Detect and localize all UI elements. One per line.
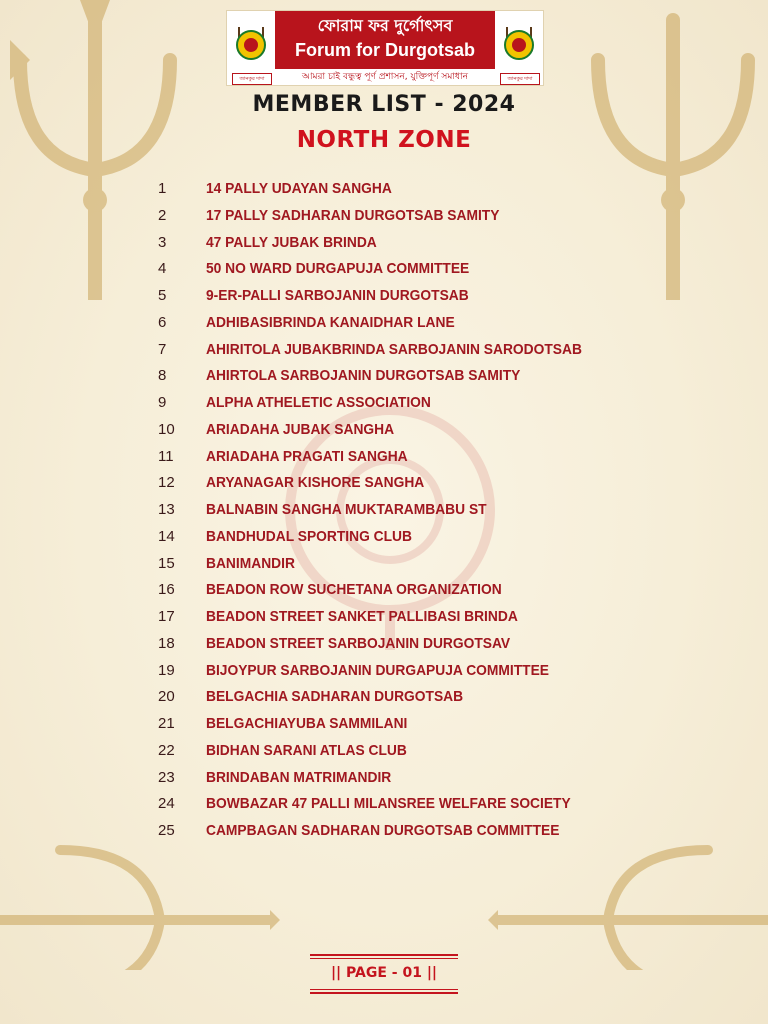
- page-title: MEMBER LIST - 2024: [252, 92, 516, 117]
- member-name: 9-ER-PALLI SARBOJANIN DURGOTSAB: [206, 287, 469, 304]
- member-number: 22: [158, 742, 175, 759]
- list-item: [0, 256, 768, 282]
- member-name: 14 PALLY UDAYAN SANGHA: [206, 180, 392, 197]
- member-name: ADHIBASIBRINDA KANAIDHAR LANE: [206, 314, 455, 331]
- member-number: 8: [158, 367, 167, 384]
- logo-english-title: Forum for Durgotsab: [295, 40, 475, 60]
- list-item: [0, 417, 768, 443]
- member-name: BEADON STREET SARBOJANIN DURGOTSAV: [206, 635, 511, 652]
- member-name: ARIADAHA PRAGATI SANGHA: [206, 448, 408, 465]
- page-number: || PAGE - 01 ||: [330, 965, 438, 981]
- member-name: BEADON STREET SANKET PALLIBASI BRINDA: [206, 608, 518, 625]
- member-name: BRINDABAN MATRIMANDIR: [206, 769, 392, 786]
- list-item: [0, 444, 768, 470]
- member-name: AHIRITOLA JUBAKBRINDA SARBOJANIN SARODOTSAB: [206, 341, 582, 358]
- member-name: BELGACHIAYUBA SAMMILANI: [206, 715, 408, 732]
- member-number: 21: [158, 715, 175, 732]
- list-item: [0, 203, 768, 229]
- member-name: ALPHA ATHELETIC ASSOCIATION: [206, 394, 431, 411]
- member-number: 4: [158, 260, 167, 277]
- member-number: 1: [158, 180, 167, 197]
- member-number: 7: [158, 341, 167, 358]
- list-item: [0, 310, 768, 336]
- list-item: [0, 363, 768, 389]
- footer-divider: [310, 989, 458, 990]
- durga-emblem-icon: [231, 23, 271, 83]
- logo-tagline: আমরা চাই বন্ধুত্ব পূর্ণ প্রশাসন, যুক্তিপূর্ণ সমাধান: [302, 72, 468, 82]
- durga-emblem-icon: [499, 23, 539, 83]
- member-number: 9: [158, 394, 167, 411]
- member-number: 2: [158, 207, 167, 224]
- member-number: 6: [158, 314, 167, 331]
- member-number: 18: [158, 635, 175, 652]
- list-item: [0, 658, 768, 684]
- zone-title: NORTH ZONE: [296, 127, 472, 153]
- member-name: 47 PALLY JUBAK BRINDA: [206, 234, 377, 251]
- list-item: [0, 684, 768, 710]
- member-number: 25: [158, 822, 175, 839]
- member-name: ARYANAGAR KISHORE SANGHA: [206, 474, 425, 491]
- member-number: 15: [158, 555, 175, 572]
- member-number: 10: [158, 421, 175, 438]
- member-number: 20: [158, 688, 175, 705]
- member-number: 14: [158, 528, 175, 545]
- list-item: [0, 631, 768, 657]
- member-name: BOWBAZAR 47 PALLI MILANSREE WELFARE SOCIETY: [206, 795, 571, 812]
- list-item: [0, 765, 768, 791]
- list-item: [0, 738, 768, 764]
- page-footer: [310, 954, 458, 994]
- list-item: [0, 604, 768, 630]
- emblem-badge: জানকুর দাদা: [500, 73, 540, 85]
- list-item: [0, 551, 768, 577]
- member-name: 17 PALLY SADHARAN DURGOTSAB SAMITY: [206, 207, 500, 224]
- list-item: [0, 497, 768, 523]
- footer-divider: [310, 958, 458, 959]
- member-name: ARIADAHA JUBAK SANGHA: [206, 421, 395, 438]
- member-number: 17: [158, 608, 175, 625]
- member-name: BIJOYPUR SARBOJANIN DURGAPUJA COMMITTEE: [206, 662, 549, 679]
- logo-title-box: [275, 11, 495, 69]
- list-item: [0, 577, 768, 603]
- list-item: [0, 818, 768, 844]
- footer-divider: [310, 992, 458, 994]
- member-number: 16: [158, 581, 175, 598]
- list-item: [0, 230, 768, 256]
- member-number: 11: [158, 448, 174, 465]
- member-number: 3: [158, 234, 167, 251]
- list-item: [0, 176, 768, 202]
- member-name: AHIRTOLA SARBOJANIN DURGOTSAB SAMITY: [206, 367, 521, 384]
- header-logo: [226, 10, 544, 86]
- member-number: 23: [158, 769, 175, 786]
- member-number: 19: [158, 662, 175, 679]
- member-number: 24: [158, 795, 175, 812]
- member-name: BANIMANDIR: [206, 555, 295, 572]
- member-name: CAMPBAGAN SADHARAN DURGOTSAB COMMITTEE: [206, 822, 560, 839]
- list-item: [0, 524, 768, 550]
- member-name: BALNABIN SANGHA MUKTARAMBABU ST: [206, 501, 487, 518]
- list-item: [0, 711, 768, 737]
- member-name: BANDHUDAL SPORTING CLUB: [206, 528, 412, 545]
- member-number: 13: [158, 501, 175, 518]
- footer-divider: [310, 954, 458, 956]
- emblem-badge: জানকুর দাদা: [232, 73, 272, 85]
- member-name: BIDHAN SARANI ATLAS CLUB: [206, 742, 407, 759]
- list-item: [0, 283, 768, 309]
- member-name: BEADON ROW SUCHETANA ORGANIZATION: [206, 581, 502, 598]
- list-item: [0, 470, 768, 496]
- member-name: 50 NO WARD DURGAPUJA COMMITTEE: [206, 260, 470, 277]
- member-number: 12: [158, 474, 175, 491]
- list-item: [0, 337, 768, 363]
- logo-bengali-title: ফোরাম ফর দুর্গোৎসব: [317, 16, 453, 35]
- member-number: 5: [158, 287, 167, 304]
- list-item: [0, 390, 768, 416]
- member-name: BELGACHIA SADHARAN DURGOTSAB: [206, 688, 464, 705]
- list-item: [0, 791, 768, 817]
